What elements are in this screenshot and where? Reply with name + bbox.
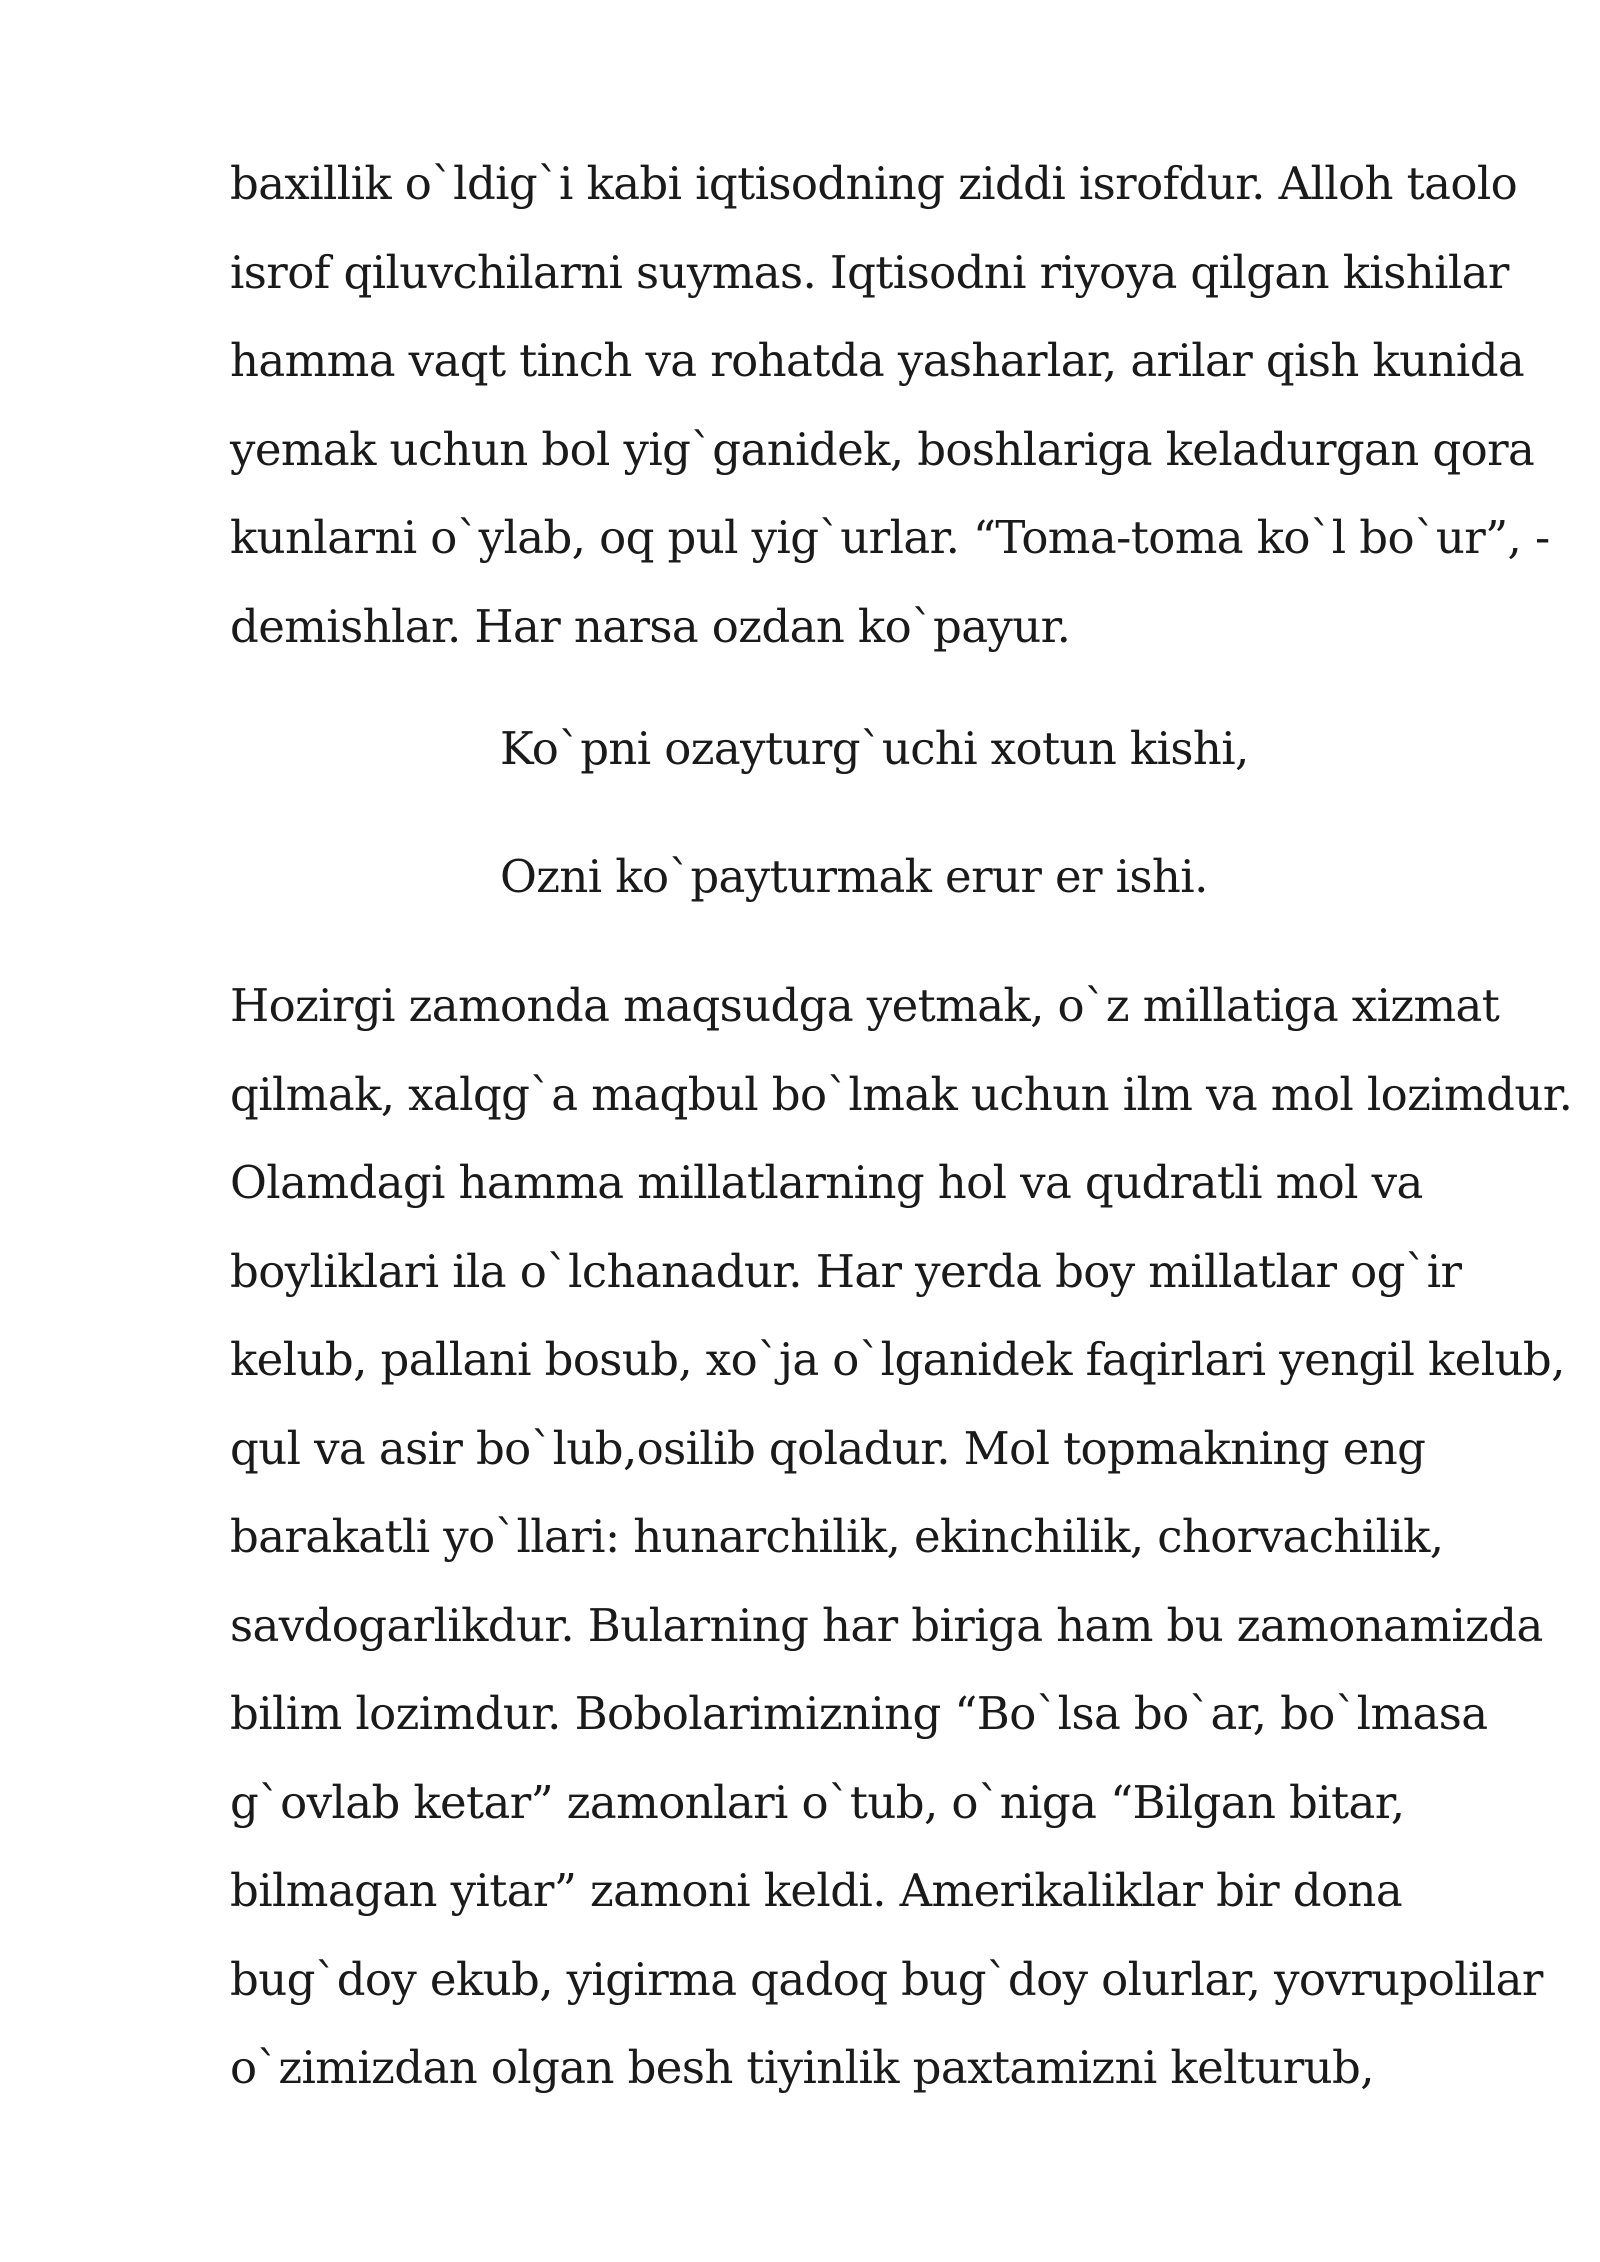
text-line: boyliklari ila o`lchanadur. Har yerda boy millatlar og`ir	[230, 1244, 1462, 1298]
text-line: baxillik o`ldig`i kabi iqtisodning ziddi isrofdur. Alloh taolo	[230, 157, 1518, 210]
text-line: isrof qiluvchilarni suymas. Iqtisodni riyoya qilgan kishilar	[230, 245, 1509, 299]
paragraph-1	[230, 140, 1550, 671]
verse-line: Ozni ko`payturmak erur er ishi.	[500, 850, 1208, 903]
text-line: yemak uchun bol yig`ganidek, boshlariga keladurgan qora	[230, 422, 1535, 476]
text-line: demishlar. Har narsa ozdan ko`payur.	[230, 599, 1071, 653]
verse-line: Ko`pni ozayturg`uchi xotun kishi,	[500, 722, 1249, 775]
text-line: Olamdagi hamma millatlarning hol va qudratli mol va	[230, 1156, 1423, 1209]
text-line: barakatli yo`llari: hunarchilik, ekinchilik, chorvachilik,	[230, 1510, 1444, 1563]
text-line: g`ovlab ketar” zamonlari o`tub, o`niga “Bilgan bitar,	[230, 1775, 1405, 1829]
text-line: o`zimizdan olgan besh tiyinlik paxtamizni kelturub,	[230, 2041, 1374, 2094]
text-line: hamma vaqt tinch va rohatda yasharlar, arilar qish kunida	[230, 334, 1525, 387]
text-line: bilim lozimdur. Bobolarimizning “Bo`lsa bo`ar, bo`lmasa	[230, 1687, 1488, 1740]
text-line: Hozirgi zamonda maqsudga yetmak, o`z millatiga xizmat	[230, 979, 1500, 1032]
paragraph-2	[230, 962, 1573, 2113]
text-line: bug`doy ekub, yigirma qadoq bug`doy olurlar, yovrupolilar	[230, 1952, 1543, 2006]
text-line: kelub, pallani bosub, xo`ja o`lganidek faqirlari yengil kelub,	[230, 1333, 1565, 1386]
text-line: qilmak, xalqg`a maqbul bo`lmak uchun ilm va mol lozimdur.	[230, 1067, 1573, 1121]
text-line: kunlarni o`ylab, oq pul yig`urlar. “Toma-toma ko`l bo`ur”, -	[230, 511, 1550, 564]
text-line: qul va asir bo`lub,osilib qoladur. Mol topmakning eng	[230, 1421, 1426, 1475]
text-line: savdogarlikdur. Bularning har biriga ham bu zamonamizda	[230, 1598, 1543, 1652]
text-line: bilmagan yitar” zamoni keldi. Amerikaliklar bir dona	[230, 1864, 1403, 1917]
